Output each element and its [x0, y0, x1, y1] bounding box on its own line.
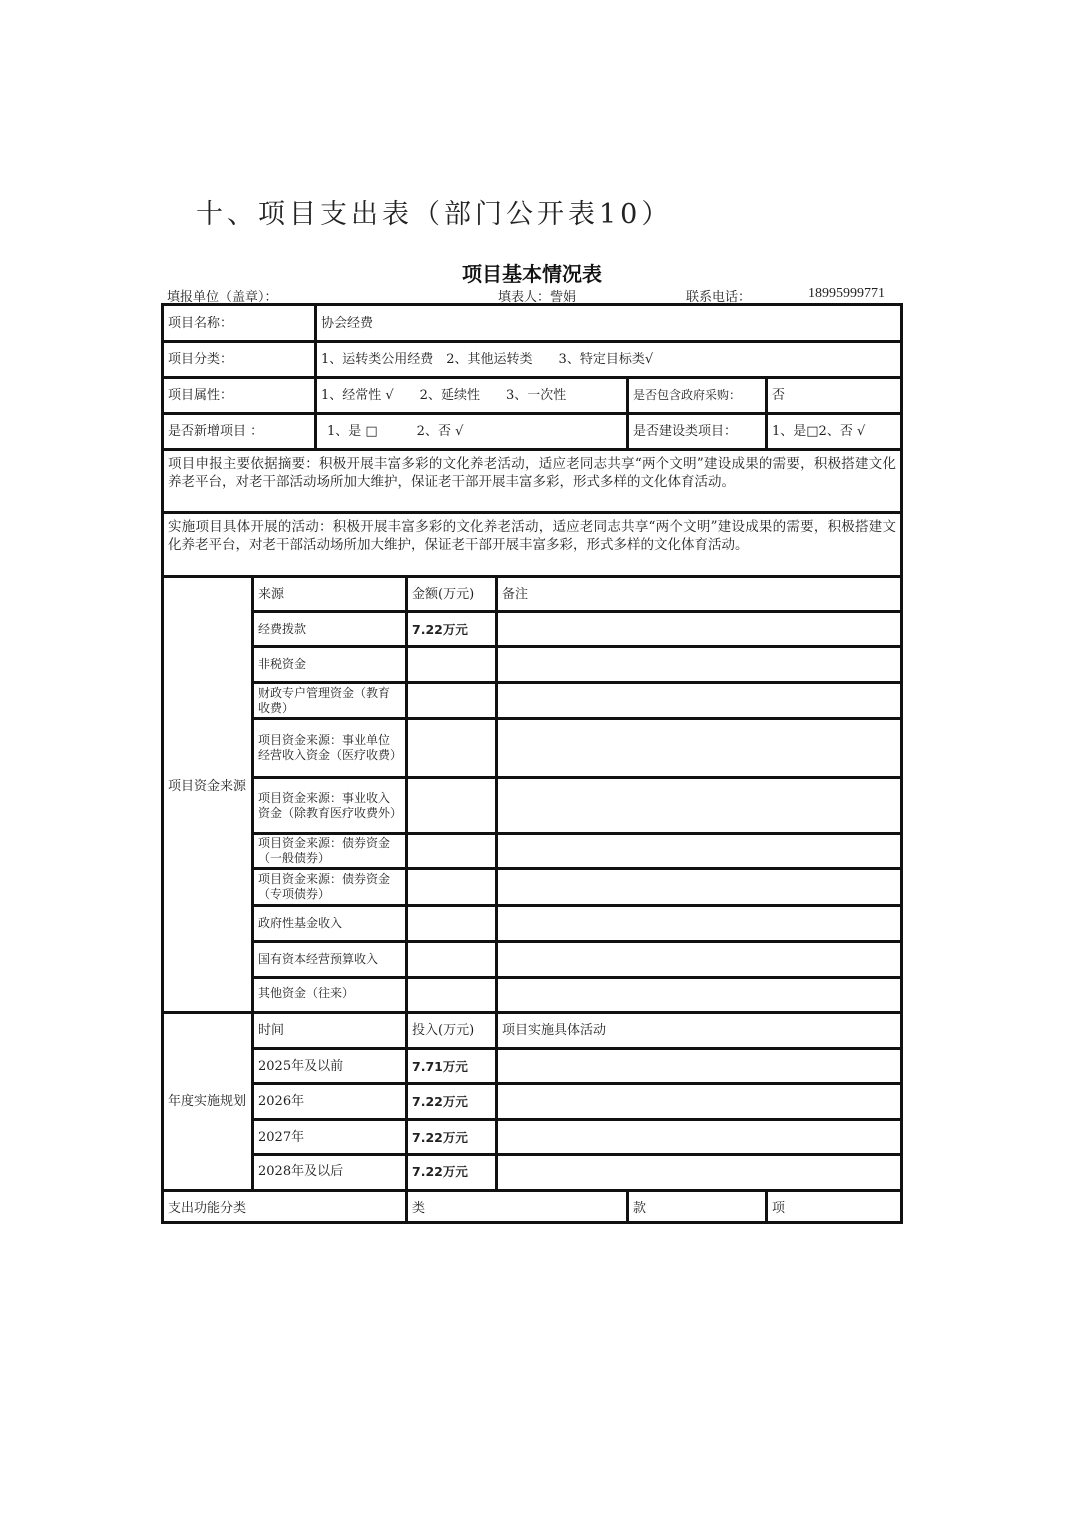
plan-activity: [498, 1156, 900, 1186]
funding-section-label-text: 项目资金来源: [168, 779, 247, 794]
project-name-value: 协会经费: [321, 315, 374, 331]
plan-investment: [408, 1050, 495, 1082]
table-rule: [495, 575, 498, 1189]
table-rule: [251, 575, 254, 1189]
basis-summary: 项目申报主要依据摘要：积极开展丰富多彩的文化养老活动，适应老同志共享“两个文明”建设成果的需要，积极搭建文化养老平台，对老干部活动场所加大维护，保证老干部开展丰富多彩，形式多样的文化体育活动。: [168, 456, 896, 490]
table-rule: [251, 976, 900, 979]
funding-remark: [498, 613, 900, 645]
funding-remark: [498, 779, 900, 832]
table-rule: [405, 575, 408, 1192]
table-rule: [251, 1047, 900, 1050]
table-rule: [251, 940, 900, 943]
table-rule: [405, 1189, 408, 1224]
plan-investment: [408, 1156, 495, 1186]
page-heading: 十、项目支出表（部门公开表10）: [196, 199, 673, 230]
funding-amount-value: 7.22万元: [412, 621, 468, 637]
funding-amount: [408, 870, 495, 904]
table-rule: [251, 776, 900, 779]
gov-procurement-label: 是否包含政府采购：: [633, 388, 742, 402]
plan-section-label: [164, 1014, 251, 1189]
new-project-value: 1、是 □ 2、否 √: [327, 424, 464, 439]
table-rule: [765, 1189, 768, 1224]
table-rule: [164, 575, 900, 578]
table-rule: [765, 376, 768, 448]
table-rule: [314, 306, 317, 448]
funding-source: 财政专户管理资金（教育收费）: [258, 685, 391, 715]
plan-time: 2025年及以前: [258, 1058, 344, 1074]
funding-remark: [498, 648, 900, 681]
plan-investment-value: 7.71万元: [412, 1058, 468, 1074]
plan-activity: [498, 1121, 900, 1153]
funding-source: 其他资金（往来）: [258, 986, 355, 1000]
phone-label: 联系电话：: [686, 290, 752, 305]
project-attribute-value: 1、经常性 √ 2、延续性 3、一次性: [321, 388, 567, 403]
table-rule: [164, 412, 900, 415]
plan-section-label-text: 年度实施规划: [168, 1094, 247, 1109]
table-rule: [164, 511, 900, 514]
funding-section-label: [164, 578, 251, 1011]
funding-remark: [498, 943, 900, 976]
table-title: 项目基本情况表: [462, 262, 602, 286]
table-rule: [251, 717, 900, 720]
plan-time: 2027年: [258, 1129, 305, 1145]
new-project-label: 是否新增项目 ：: [168, 424, 264, 439]
classification-class: 类: [412, 1200, 426, 1216]
table-rule: [164, 448, 900, 451]
funding-header-source: 来源: [258, 586, 285, 602]
construction-project-value: 1、是□2、否 √: [772, 424, 866, 439]
plan-investment: [408, 1121, 495, 1153]
construction-project-label: 是否建设类项目：: [633, 424, 738, 439]
funding-amount: [408, 907, 495, 940]
plan-activity: [498, 1050, 900, 1082]
funding-source: 项目资金来源：事业单位经营收入资金（医疗收费）: [258, 733, 403, 762]
funding-source: 国有资本经营预算收入: [258, 952, 379, 966]
funding-amount: [408, 613, 495, 645]
project-category-label: 项目分类：: [168, 352, 234, 367]
table-rule: [164, 1011, 900, 1014]
plan-investment-value: 7.22万元: [412, 1094, 468, 1109]
funding-source: 政府性基金收入: [258, 916, 343, 930]
plan-investment-value: 7.22万元: [412, 1129, 468, 1145]
table-rule: [251, 681, 900, 684]
table-rule: [251, 832, 900, 835]
table-rule: [251, 1118, 900, 1121]
plan-header-time: 时间: [258, 1023, 285, 1038]
funding-source: 项目资金来源：债券资金（一般债券）: [258, 836, 391, 865]
table-rule: [251, 1153, 900, 1156]
phone-number: 18995999771: [808, 286, 885, 301]
classification-label: 支出功能分类: [168, 1200, 247, 1216]
table-rule: [626, 376, 629, 448]
funding-header-amount: 金额(万元): [412, 586, 475, 602]
plan-investment-value: 7.22万元: [412, 1163, 468, 1179]
funding-remark: [498, 907, 900, 940]
classification-item: 项: [772, 1200, 786, 1216]
funding-amount: [408, 684, 495, 717]
funding-remark: [498, 720, 900, 776]
gov-procurement-value: 否: [772, 388, 786, 403]
funding-remark: [498, 684, 900, 717]
plan-investment: [408, 1085, 495, 1118]
funding-remark: [498, 870, 900, 904]
table-rule: [626, 1189, 629, 1224]
project-attribute-label: 项目属性：: [168, 388, 234, 403]
filling-unit-label: 填报单位（盖章）：: [167, 290, 278, 305]
funding-amount: [408, 648, 495, 681]
plan-time: 2026年: [258, 1094, 305, 1109]
project-info-table: [161, 303, 903, 1224]
funding-remark: [498, 979, 900, 1008]
funding-source: 非税资金: [258, 657, 307, 671]
classification-section: 款: [633, 1200, 647, 1216]
plan-activity: [498, 1085, 900, 1118]
table-rule: [164, 376, 900, 379]
table-rule: [251, 1082, 900, 1085]
funding-source: 项目资金来源：债券资金（专项债券）: [258, 872, 391, 901]
table-rule: [251, 610, 900, 613]
plan-time: 2028年及以后: [258, 1163, 344, 1179]
table-rule: [251, 904, 900, 907]
plan-header-investment: 投入(万元): [412, 1023, 475, 1038]
funding-source: 经费拨款: [258, 621, 307, 636]
funding-amount: [408, 835, 495, 867]
table-rule: [251, 867, 900, 870]
funding-amount: [408, 943, 495, 976]
table-rule: [251, 645, 900, 648]
activities-description: 实施项目具体开展的活动：积极开展丰富多彩的文化养老活动，适应老同志共享“两个文明”建设成果的需要，积极搭建文化养老平台，对老干部活动场所加大维护，保证老干部开展丰富多彩，形式多样的文化体育活动。: [168, 519, 896, 553]
funding-remark: [498, 835, 900, 867]
funding-header-remark: 备注: [502, 586, 529, 602]
project-category-value: 1、运转类公用经费 2、其他运转类 3、特定目标类√: [321, 352, 654, 367]
table-rule: [164, 340, 900, 343]
plan-header-activity: 项目实施具体活动: [502, 1023, 607, 1038]
funding-amount: [408, 720, 495, 776]
funding-source: 项目资金来源：事业收入资金（除教育医疗收费外）: [258, 790, 403, 820]
filler-label: 填表人：訾娟: [498, 290, 577, 305]
funding-amount: [408, 779, 495, 832]
funding-amount: [408, 979, 495, 1008]
table-rule: [164, 1189, 900, 1192]
project-name-label: 项目名称：: [168, 315, 234, 331]
